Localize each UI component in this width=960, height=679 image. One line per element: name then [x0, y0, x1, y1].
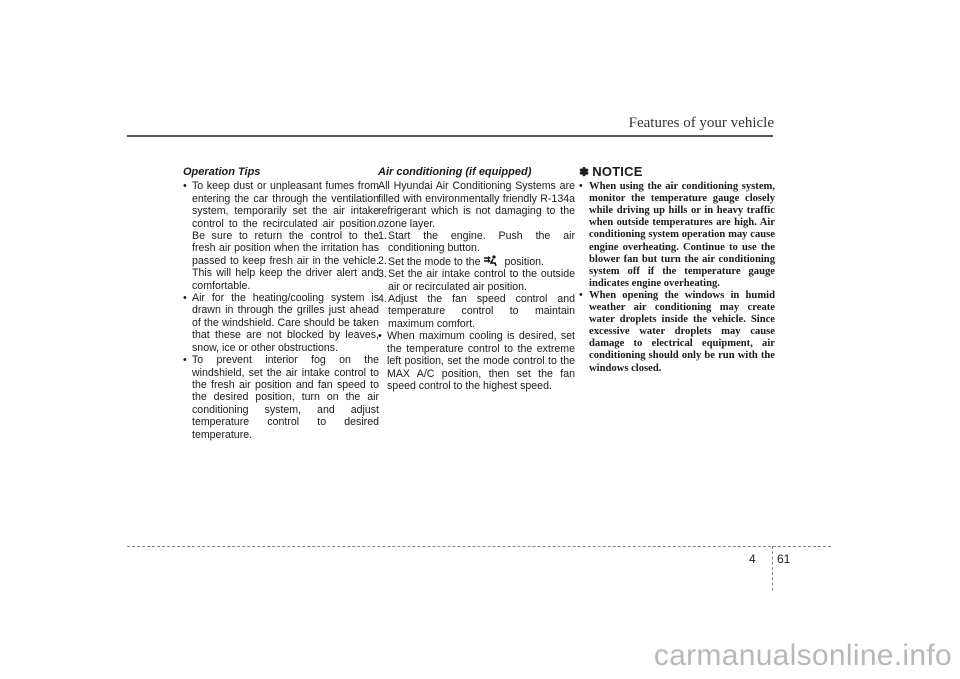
operation-tips-list	[183, 180, 379, 441]
watermark: carmanualsonline.info	[653, 639, 952, 672]
air-conditioning-steps	[378, 230, 575, 330]
list-item: 4. Adjust the fan speed control and temperature control to maintain maximum comfort.	[378, 293, 575, 330]
notice-section	[579, 166, 775, 375]
footer-divider	[772, 546, 773, 591]
list-item: • When opening the windows in humid weather air conditioning may create water droplets inside the vehicle. Since excessive water droplets may cause damage to electrical equipment, air conditioning should only be run with the windows closed.	[579, 289, 775, 374]
list-item: • Air for the heating/cooling system is drawn in through the grilles just ahead of the windshield. Care should be taken that these are not blocked by leaves, snow, ice or other obstructions.	[183, 292, 379, 354]
list-item: • When maximum cooling is desired, set the temperature control to the extreme left position, set the mode control to the MAX A/C position, then set the fan speed control to the highest speed.	[378, 330, 575, 392]
operation-tips-section	[183, 166, 379, 441]
notice-list	[579, 181, 775, 375]
list-item: 1. Start the engine. Push the air conditioning button.	[378, 230, 575, 255]
header-rule	[127, 135, 773, 137]
footer-rule	[127, 546, 831, 547]
chapter-number: 4	[749, 552, 756, 566]
vent-mode-icon	[483, 255, 501, 267]
bullet-icon: •	[183, 180, 187, 193]
air-conditioning-section	[378, 166, 575, 392]
list-item: • When using the air conditioning system, monitor the temperature gauge closely while driving up hills or in heavy traffic when outside temperatures are high. Air conditioning system operation may cause engine overheating. Continue to use the blower fan but turn the air conditioning system off if the temperature gauge indicates engine overheating.	[579, 181, 775, 289]
bullet-icon: •	[378, 330, 382, 343]
page-number: 61	[777, 552, 791, 566]
page-header-title: Features of your vehicle	[628, 115, 774, 131]
air-conditioning-heading: Air conditioning (if equipped)	[378, 166, 532, 178]
bullet-icon: •	[183, 354, 187, 367]
bullet-icon: •	[579, 181, 583, 193]
air-conditioning-bullets	[378, 330, 575, 392]
list-item: • To prevent interior fog on the windshield, set the air intake control to the fresh air position and fan speed to the desired position, turn on the air conditioning system, and adjust temperature control to desired temperature.	[183, 354, 379, 441]
bullet-icon: •	[579, 289, 583, 301]
notice-star-icon: ✽	[579, 165, 590, 179]
notice-title: ✽ NOTICE	[579, 164, 643, 179]
list-item: 2. Set the mode to the position.	[378, 254, 544, 268]
air-conditioning-intro: All Hyundai Air Conditioning Systems are filled with environmentally friendly R-134a refrigerant which is not damaging to the ozone layer.	[378, 180, 575, 230]
bullet-icon: •	[183, 292, 187, 305]
list-item: 3. Set the air intake control to the outside air or recirculated air position.	[378, 268, 575, 293]
list-item: • To keep dust or unpleasant fumes from entering the car through the ventilation system, temporarily set the air intake control to the recirculated air position. Be sure to return the control to the fresh air position when the irritation has passed to keep fresh air in the vehicle. This will help keep the driver alert and comfortable.	[183, 180, 379, 292]
operation-tips-heading: Operation Tips	[183, 166, 261, 178]
